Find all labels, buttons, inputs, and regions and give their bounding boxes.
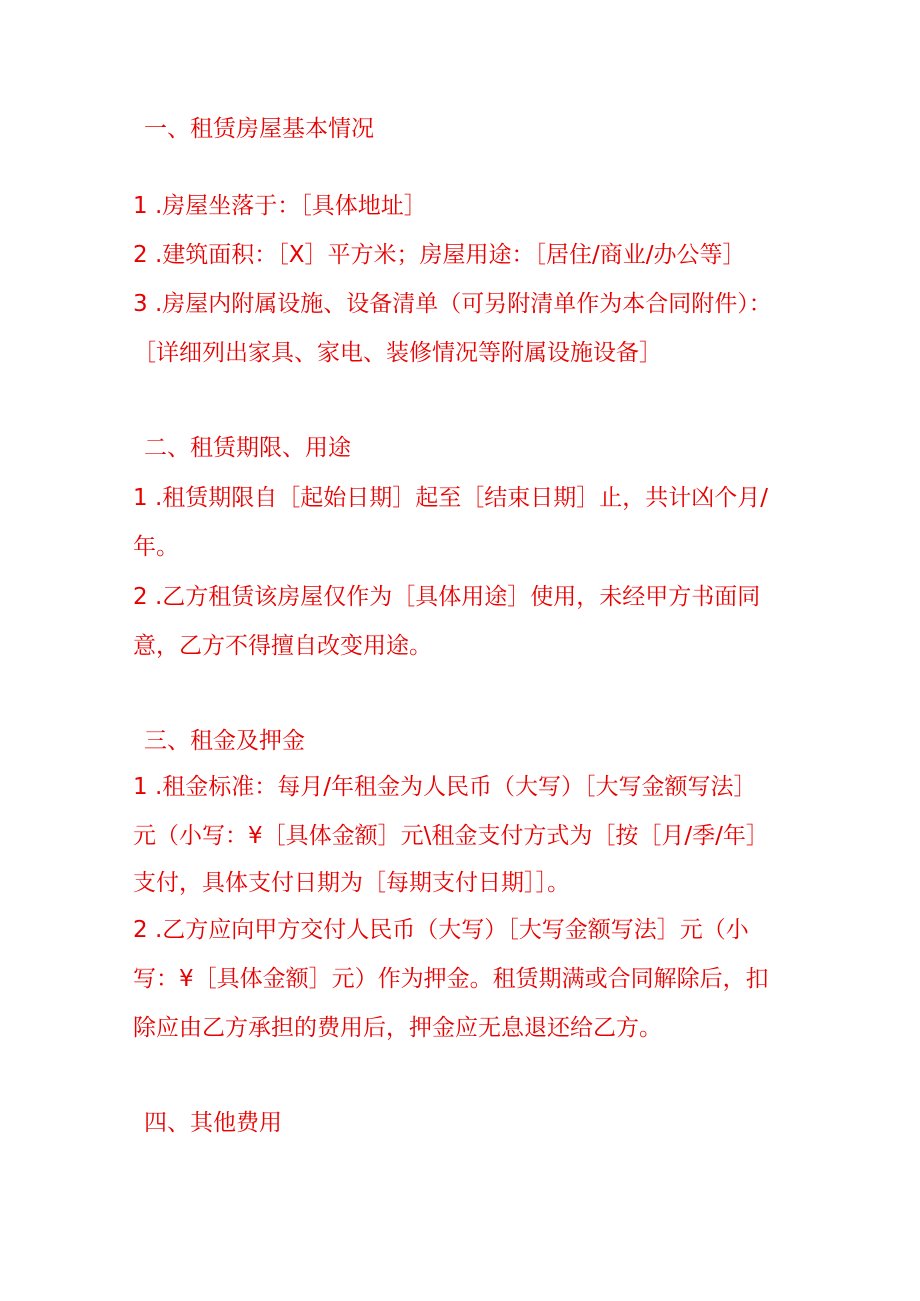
paragraph-line: 年。 [133,534,179,560]
paragraph-line: ［详细列出家具、家电、装修情况等附属设施设备］ [133,340,662,366]
section-heading: 二、租赁期限、用途 [144,435,351,461]
paragraph-line: 3 .房屋内附属设施、设备清单（可另附清单作为本合同附件）： [133,291,772,317]
paragraph-line: 意，乙方不得擅自改变用途。 [133,633,432,659]
paragraph-line: 元（小写：¥［具体金额］元\租金支付方式为［按［月/季/年］ [133,823,769,849]
section-heading: 三、租金及押金 [144,728,305,754]
paragraph-line: 支付，具体支付日期为［每期支付日期］］。 [133,870,570,896]
paragraph-line: 写：¥［具体金额］元）作为押金。租赁期满或合同解除后，扣 [133,966,769,992]
paragraph-line: 1 .租金标准：每月/年租金为人民币（大写）［大写金额写法］ [133,774,757,800]
paragraph-line: 2 .建筑面积：［X］平方米；房屋用途：［居住/商业/办公等］ [133,242,746,268]
section-heading: 四、其他费用 [144,1110,282,1136]
section-heading: 一、租赁房屋基本情况 [144,116,374,142]
paragraph-line: 除应由乙方承担的费用后，押金应无息退还给乙方。 [133,1015,662,1041]
paragraph-line: 1 .房屋坐落于：［具体地址］ [133,193,427,219]
paragraph-line: 2 .乙方应向甲方交付人民币（大写）［大写金额写法］元（小 [133,917,749,943]
paragraph-line: 2 .乙方租赁该房屋仅作为［具体用途］使用，未经甲方书面同 [133,584,761,610]
paragraph-line: 1 .租赁期限自［起始日期］起至［结束日期］止，共计凶个月/ [133,485,769,511]
